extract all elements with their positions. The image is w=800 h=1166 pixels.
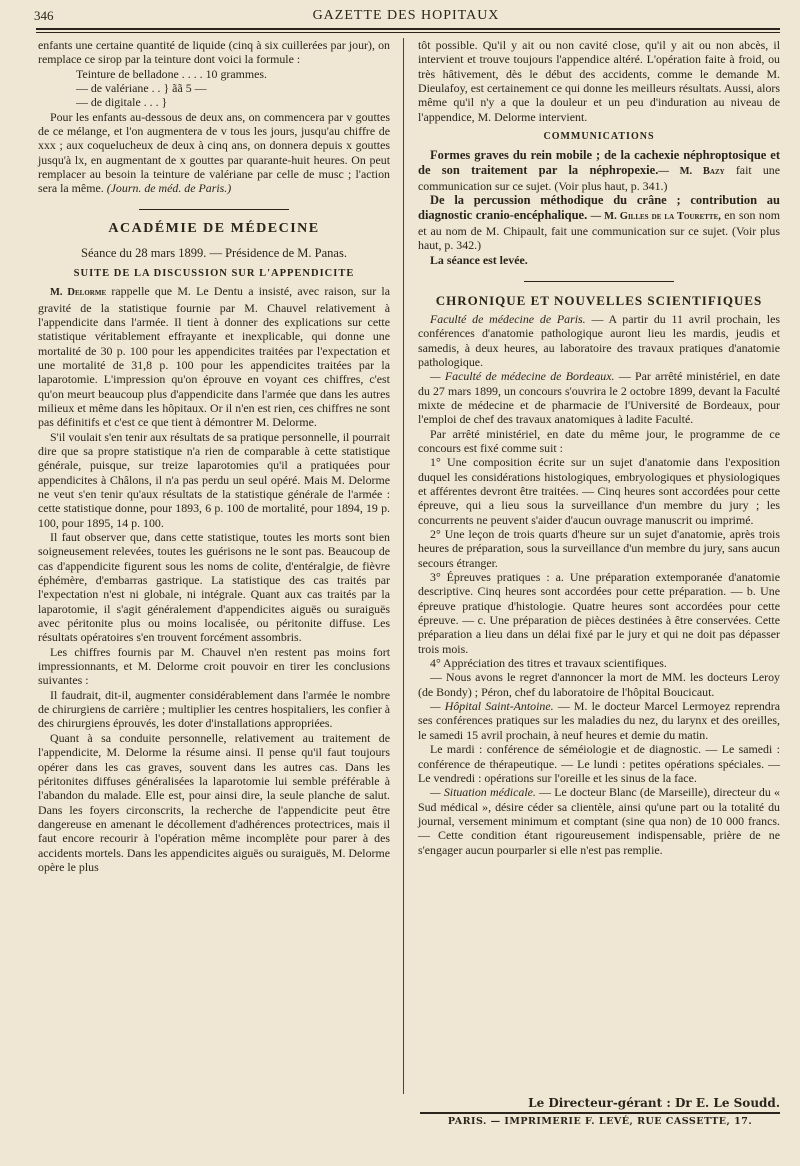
paragraph: 3° Épreuves pratiques : a. Une préparation extemporanée d'anatomie descriptive. Cinq heures sont accordées pour cette préparation. — b. Une épreuve pratique d'histologie. Quatre heures sont accordées pour cette épreuve. — c. Une préparation de pièces destinées à être conservées. Cette préparation a lieu dans un délai fixé par le jury et qui ne doit pas dépasser trois mois. [418, 570, 780, 656]
footer-rule [420, 1112, 780, 1114]
news-lead: — Situation médicale. [430, 785, 536, 800]
communication-title: Formes graves du rein mobile ; de la cachexie néphroptosique et de son traitement par la néphropexie. [418, 148, 780, 177]
session-heading: Séance du 28 mars 1899. — Présidence de M. Panas. [81, 246, 347, 261]
section-title: CHRONIQUE ET NOUVELLES SCIENTIFIQUES [435, 292, 763, 308]
speaker-name: M. Delorme [50, 287, 107, 299]
news-lead: — Faculté de médecine de Bordeaux. [430, 369, 615, 384]
news-lead: — Hôpital Saint-Antoine. [430, 699, 554, 714]
journal-title: GAZETTE DES HOPITAUX [312, 8, 500, 23]
paragraph: S'il voulait s'en tenir aux résultats de sa pratique personnelle, il pourrait dire que sa propre statistique n'a rien de comparable à cette statistique générale, puisque, sur treize laparotomies qu'il a pratiquées pour appendicites à Châlons, il n'a pas perdu un seul opéré. Mais M. Delorme ne veut s'en tenir qu'aux résultats de la statistique générale de l'armée : cette statistique donne, pour 1893, 6 p. 100 de mortalité, pour 1894, 19 p. 100, pour 1895, 14 p. 100. [38, 429, 390, 530]
speaker-name: — M. Bazy [658, 165, 725, 177]
paragraph: 2° Une leçon de trois quarts d'heure sur un sujet d'anatomie, après trois heures de préparation, sous la surveillance d'un membre du jury, sans aucun secours étranger. [418, 527, 780, 570]
paragraph: Pour les enfants au-dessous de deux ans, on commencera par v gouttes de ce mélange, et l'on augmentera de v tous les jours, jusqu'au chiffre de xxx ; aux coquelucheux de deux à cinq ans, on donnera depuis x gouttes jusqu'à lx, en augmentant de x gouttes par quarante-huit heures. On peut remplacer au besoin la teinture de valériane par celle de musc ; l'action sera la même. (Journ. de méd. de Paris.) [38, 109, 390, 196]
paragraph: — Faculté de médecine de Bordeaux. — Par arrêté ministériel, en date du 27 mars 1899, un concours s'ouvrira le 2 octobre 1899, devant la Faculté mixte de médecine et de pharmacie de l'Université de Bordeaux, pour l'emploi de chef des travaux anatomiques à ladite Faculté. [418, 369, 780, 427]
paragraph: — Situation médicale. — Le docteur Blanc (de Marseille), directeur du « Sud médical », désire céder sa clientèle, ainsi qu'une part ou la totalité du journal, versement minimum et comptant (sine qua non) de 10 000 francs. — Cette condition étant rigoureusement indispensable, prière de ne s'engager aucun pourparler si elle n'est pas remplie. [418, 785, 780, 857]
paragraph: 4° Appréciation des titres et travaux scientifiques. [430, 656, 667, 671]
header-rule [36, 28, 780, 30]
news-lead: Faculté de médecine de Paris. [430, 311, 586, 326]
page-header [30, 6, 782, 28]
formula-line: Teinture de belladone . . . . 10 grammes. [76, 66, 268, 81]
paragraph: Quant à sa conduite personnelle, relativement au traitement de l'appendicite, M. Delorme la résume ainsi. Il pense qu'il faut toujours opérer dans les cas graves, souvent dans les autres cas. Dans les péritonites diffuses généralisées la laparotomie lui semble préférable à l'abandon du malade. Elle est, pour ainsi dire, la seule planche de salut. Dans les foyers circonscrits, la recherche de l'appendicite peut être dangereuse en amenant le décollement d'adhérences protectrices, mais il faut encore recourir à l'opération même incomplète pour parer à des accidents mortels. Dans les appendicites aiguës ou suraiguës, M. Delorme opère le plus [38, 730, 390, 874]
speaker-name: — M. Gilles de la Tourette, [590, 210, 721, 222]
formula-line: — de digitale . . . } [76, 95, 168, 110]
paragraph: enfants une certaine quantité de liquide (cinq à six cuillerées par jour), on remplace ce sirop par la teinture dont voici la formule : [38, 38, 390, 67]
paragraph: Il faudrait, dit-il, augmenter considérablement dans l'armée le nombre de chirurgiens de carrière ; multiplier les centres hospitaliers, les confier à des chirurgiens éprouvés, les doter d'installations appropriées. [38, 687, 390, 731]
page-number: 346 [34, 8, 54, 23]
separator [418, 273, 780, 287]
communications-heading: COMMUNICATIONS [543, 131, 655, 143]
subsection-title: SUITE DE LA DISCUSSION SUR L'APPENDICITE [73, 267, 355, 279]
director-signature: Le Directeur-gérant : Dr E. Le Soudd. [528, 1096, 780, 1110]
section-title: ACADÉMIE DE MÉDECINE [108, 221, 320, 237]
paragraph: Il faut observer que, dans cette statistique, toutes les morts sont bien soigneusement relevées, toutes les guérisons ne le sont pas. Beaucoup de cas d'appendicite figurent sous les noms de colite, d'entéralgie, de fièvre éphémère, d'embarras gastrique. La statistique des cas traités par l'expectation n'est ni globale, ni intégrale. Quant aux cas traités par la laparotomie, il s'agit généralement d'appendicites aiguës ou suraiguës avec péritonite plus ou moins localisée, ou péritonite diffuse. Les résultats opératoires s'en trouvent forcément assombris. [38, 530, 390, 645]
paragraph: — Nous avons le regret d'annoncer la mort de MM. les docteurs Leroy (de Bondy) ; Péron, chef du laboratoire de l'hôpital Boucicaut. [418, 670, 780, 699]
paragraph: M. Delorme rappelle que M. Le Dentu a insisté, avec raison, sur la gravité de la statistique fournie par M. Chauvel relativement à l'appendicite dans l'armée. Il tient à donner des explications sur cette statistique véritablement effrayante et inexplicable, qui donne une mortalité de 30 p. 100 pour les appendicites traitées par l'expectation et une mortalité de 31,8 p. 100 pour les appendicites traitées par la laparotomie. L'impression qu'on éprouve en voyant ces chiffres, c'est qu'on meurt beaucoup plus d'appendicite dans l'armée que dans les autres milieux et même dans les hôpitaux. Or il n'en est rien, ces chiffres ne sont pas définitifs et c'est ce que tient à démontrer M. Delorme. [38, 284, 390, 430]
formula-line: — de valériane . . } ãã 5 — [76, 81, 207, 96]
paragraph: tôt possible. Qu'il y ait ou non cavité close, qu'il y ait ou non abcès, il intervient et trouve toujours l'appendice altéré. L'opération faite à froid, ou très hâtivement, dès le début des accidents, comme le demande M. Dieulafoy, est certainement ce qui donne les meilleurs résultats. Aussi, alors même qu'il n'y a que la douleur et un peu d'induration au niveau de l'appendice, M. Delorme intervient. [418, 38, 780, 124]
paragraph: 1° Une composition écrite sur un sujet d'anatomie dans l'exposition duquel les considérations histologiques, embryologiques et physiologiques et afférentes devront être traitées. — Cinq heures sont accordées pour cette épreuve, qui a lieu sous la surveillance d'un membre du jury ; les concurrents ne peuvent s'aider d'aucun ouvrage manuscrit ou imprimé. [418, 455, 780, 527]
formula [38, 67, 390, 110]
session-closed: La séance est levée. [430, 252, 528, 267]
paragraph: Les chiffres fournis par M. Chauvel n'en restent pas moins fort impressionnants, et M. Delorme croit pouvoir en tirer les conclusions suivantes : [38, 644, 390, 688]
separator [38, 202, 390, 216]
paragraph: Faculté de médecine de Paris. — A partir du 11 avril prochain, les conférences d'anatomie pathologique auront lieu les mardis, jeudis et samedis, à deux heures, au laboratoire des travaux pratiques d'anatomie pathologique. [418, 311, 780, 369]
right-column [418, 38, 780, 857]
header-rule-thin [36, 32, 780, 33]
source-citation: (Journ. de méd. de Paris.) [106, 181, 232, 196]
paragraph: Formes graves du rein mobile ; de la cachexie néphroptosique et de son traitement par la néphropexie.— M. Bazy fait une communication sur ce sujet. (Voir plus haut, p. 341.) [418, 148, 780, 194]
printer-line: PARIS. — IMPRIMERIE F. LEVÉ, RUE CASSETTE, 17. [447, 1116, 753, 1127]
left-column [38, 38, 390, 874]
column-divider [403, 38, 404, 1094]
communication-title: De la percussion méthodique du crâne ; contribution au diagnostic cranio-encéphalique. [418, 193, 780, 222]
paragraph: Par arrêté ministériel, en date du même jour, le programme de ce concours est fixé comme suit : [418, 426, 780, 455]
paragraph: De la percussion méthodique du crâne ; contribution au diagnostic cranio-encéphalique. — M. Gilles de la Tourette, en son nom et au nom de M. Chipault, fait une communication sur ce sujet. (Voir plus haut, p. 342.) [418, 193, 780, 253]
paragraph: — Hôpital Saint-Antoine. — M. le docteur Marcel Lermoyez reprendra ses conférences pratiques sur les maladies du nez, du larynx et des oreilles, le samedi 15 avril prochain, à neuf heures et demie du matin. [418, 699, 780, 742]
paragraph: Le mardi : conférence de séméiologie et de diagnostic. — Le samedi : conférence de thérapeutique. — Le lundi : petites opérations spéciales. — Le vendredi : opérations sur l'oreille et les sinus de la face. [418, 742, 780, 785]
